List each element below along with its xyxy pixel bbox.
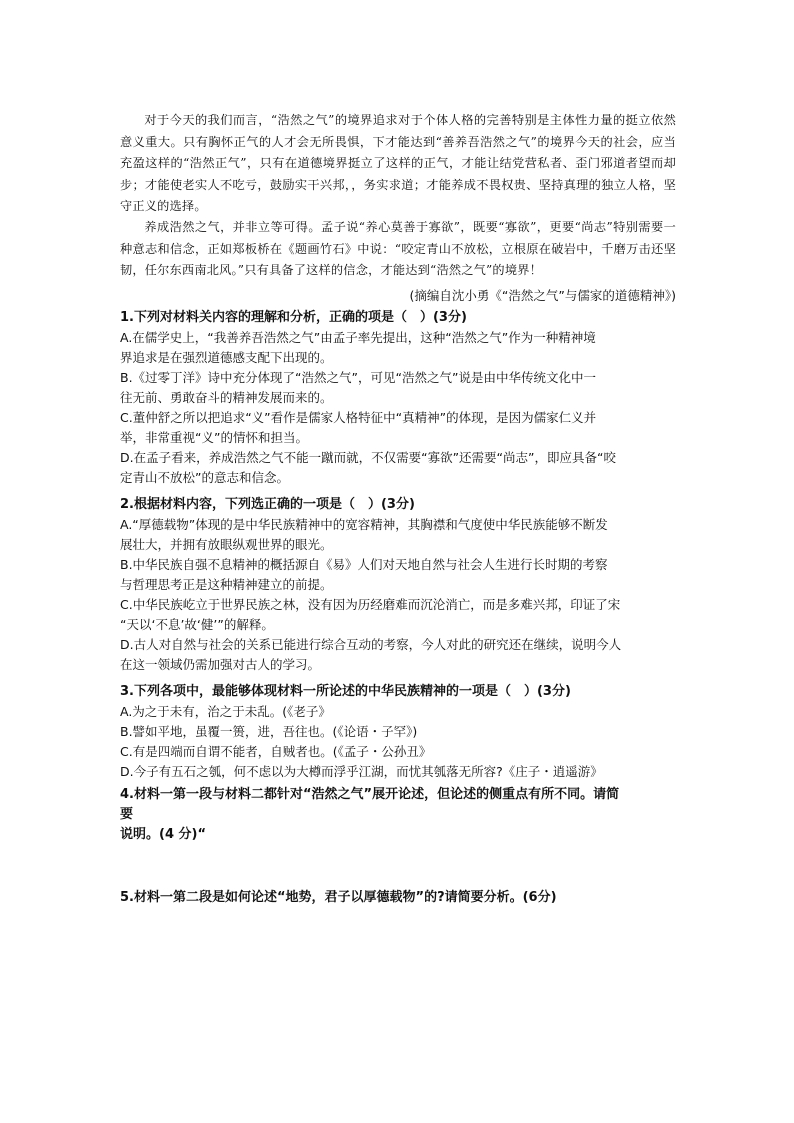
question-4-line: 4.材料一第一段与材料二都针对“浩然之气”展开论述，但论述的侧重点有所不同。请简 xyxy=(120,787,620,802)
question-1-line: 举，非常重视“义”的情怀和担当。 xyxy=(120,430,308,445)
question-2-line: D.古人对自然与社会的关系已能进行综合互动的考察，今人对此的研究还在继续，说明今人 xyxy=(120,637,622,652)
question-1-stem: 1.下列对材料关内容的理解和分析，正确的项是（ ）(3分) xyxy=(120,310,467,325)
question-5-stem: 5.材料一第二段是如何论述“地势，君子以厚德载物”的?请简要分析。(6分) xyxy=(120,890,557,905)
question-4 xyxy=(120,785,680,845)
passage-paragraph-1: 对于今天的我们而言，“浩然之气”的境界追求对于个体人格的完善特别是主体性力量的挺立依然意义重大。只有胸怀正气的人才会无所畏惧，下才能达到“善养吾浩然之气”的境界今天的社会，应当充盈这样的“浩然正气”，只有在道德境界挺立了这样的正气，才能让结党营私者、歪门邪道者望而却步；才能使老实人不吃亏，鼓励实干兴邦，，务实求道；才能养成不畏权贵、坚持真理的独立人格，坚守正义的选择。 xyxy=(120,113,676,214)
question-1-line: C.董仲舒之所以把追求“义”看作是儒家人格特征中“真精神”的体现，是因为儒家仁义并 xyxy=(120,410,597,425)
question-2-stem: 2.根据材料内容，下列选正确的一项是（ ）(3分) xyxy=(120,497,415,512)
question-3-option-a: A.为之于未有，治之于未乱。(《老子》 xyxy=(120,704,331,719)
question-5 xyxy=(120,888,680,908)
question-2-line: “天以‘不息’故‘健’”的解释。 xyxy=(120,617,274,632)
question-1-line: B.《过零丁洋》诗中充分体现了“浩然之气”，可见“浩然之气”说是由中华传统文化中一 xyxy=(120,370,596,385)
question-2-line: 展壮大，并拥有放眼纵观世界的眼光。 xyxy=(120,537,333,552)
question-3-option-c: C.有是四端而自谓不能者，自贼者也。(《孟子・公孙丑》 xyxy=(120,744,432,759)
passage-source: (摘编自沈小勇《“浩然之气”与儒家的道德精神》) xyxy=(409,288,676,303)
question-3-option-d: D.今子有五石之瓠，何不虑以为大樽而浮乎江湖，而忧其瓠落无所容?《庄子・逍遥游》 xyxy=(120,764,603,779)
question-2-line: 与哲理思考正是这种精神建立的前提。 xyxy=(120,577,333,592)
question-1-line: 界追求是在强烈道德感支配下出现的。 xyxy=(120,350,333,365)
question-3-stem: 3.下列各项中，最能够体现材料一所论述的中华民族精神的一项是（ ）(3分) xyxy=(120,684,571,699)
question-1-line: D.在孟子看来，养成浩然之气不能一蹴而就，不仅需要“寡欲”还需要“尚志”，即应具备“咬 xyxy=(120,450,616,465)
question-3 xyxy=(120,682,680,782)
question-2 xyxy=(120,495,680,675)
question-4-line: 要 xyxy=(120,807,134,822)
question-2-line: 在这一领域仍需加强对古人的学习。 xyxy=(120,657,321,672)
question-2-line: B.中华民族自强不息精神的概括源自《易》人们对天地自然与社会人生进行长时期的考察 xyxy=(120,557,608,572)
question-3-option-b: B.譬如平地，虽覆一篑，进，吾往也。(《论语・子罕》) xyxy=(120,724,418,739)
question-1 xyxy=(120,308,680,488)
question-1-line: 往无前、勇敢奋斗的精神发展而来的。 xyxy=(120,390,333,405)
passage-paragraph-2: 养成浩然之气，并非立等可得。孟子说“养心莫善于寡欲”，既要“寡欲”，更要“尚志”特别需要一种意志和信念，正如郑板桥在《题画竹石》中说：“咬定青山不放松，立根原在破岩中，千磨万击还坚韧，任尔东西南北风。”只有具备了这样的信念，才能达到“浩然之气”的境界！ xyxy=(120,220,676,278)
question-1-line: 定青山不放松”的意志和信念。 xyxy=(120,470,289,485)
question-2-line: C.中华民族屹立于世界民族之林，没有因为历经磨难而沉沦消亡，而是多难兴邦，印证了宋 xyxy=(120,597,621,612)
question-1-line: A.在儒学史上，“我善养吾浩然之气”由孟子率先提出，这种“浩然之气”作为一种精神境 xyxy=(120,330,596,345)
question-4-line: 说明。(4 分)“ xyxy=(120,827,206,842)
question-2-line: A.“厚德载物”体现的是中华民族精神中的宽容精神，其胸襟和气度使中华民族能够不断发 xyxy=(120,517,608,532)
